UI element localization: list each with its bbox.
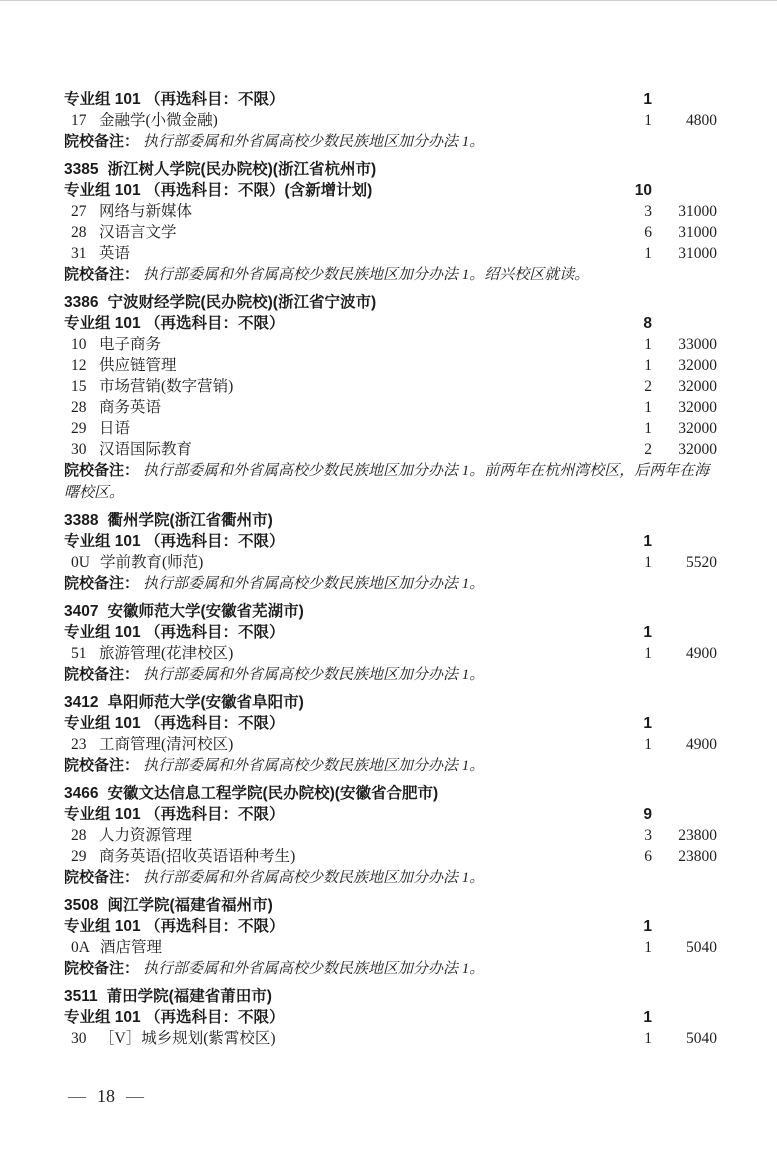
major-code: 0A — [71, 939, 90, 956]
institution-name: 浙江树人学院(民办院校)(浙江省杭州市) — [107, 161, 377, 178]
major-label — [64, 110, 608, 131]
major-row — [0, 1028, 777, 1049]
major-name: 市场营销(数字营销) — [99, 378, 234, 395]
major-code: 28 — [71, 399, 87, 416]
plan-count: 1 — [644, 736, 652, 753]
tuition-fee: 23800 — [678, 848, 717, 865]
plan-count: 1 — [644, 554, 652, 571]
remark-text: 执行部委属和外省属高校少数民族地区加分办法 1。 — [143, 576, 485, 592]
plan-count: 1 — [644, 112, 652, 129]
major-code: 28 — [71, 224, 87, 241]
plan-count: 1 — [643, 91, 652, 108]
major-group-label: 专业组 101 （再选科目：不限） — [64, 715, 285, 732]
remark-text: 执行部委属和外省属高校少数民族地区加分办法 1。 — [143, 134, 485, 150]
major-row — [0, 243, 777, 264]
major-group-row — [0, 713, 777, 734]
major-group-label: 专业组 101 （再选科目：不限） — [64, 806, 285, 823]
major-row — [0, 376, 777, 397]
tuition-fee: 4900 — [686, 736, 717, 753]
plan-count: 1 — [644, 336, 652, 353]
major-name: 商务英语(招收英语语种考生) — [99, 848, 296, 865]
institution-name: 衢州学院(浙江省衢州市) — [107, 512, 273, 529]
major-code: 12 — [71, 357, 87, 374]
major-row — [0, 825, 777, 846]
major-name: 电子商务 — [99, 336, 162, 353]
major-group-row — [0, 916, 777, 937]
remark-prefix-label: 院校备注： — [64, 462, 140, 479]
major-code: 15 — [71, 378, 87, 395]
remark-text: 执行部委属和外省属高校少数民族地区加分办法 1。 — [143, 758, 485, 774]
tuition-fee: 4800 — [686, 112, 717, 129]
major-group-row — [0, 1007, 777, 1028]
plan-count: 3 — [644, 827, 652, 844]
major-label — [64, 243, 608, 264]
major-label — [64, 643, 608, 664]
institution-label — [64, 986, 717, 1007]
remark-row — [0, 131, 777, 153]
major-row — [0, 110, 777, 131]
tuition-fee: 5520 — [686, 554, 717, 571]
plan-count: 1 — [644, 399, 652, 416]
major-name: 日语 — [99, 420, 131, 437]
institution-row — [0, 159, 777, 180]
institution-code: 3412 — [64, 694, 99, 711]
plan-count: 10 — [634, 182, 652, 199]
major-label — [64, 222, 608, 243]
plan-count: 1 — [644, 1030, 652, 1047]
major-group-row — [0, 89, 777, 110]
major-row — [0, 937, 777, 958]
major-label — [64, 418, 608, 439]
major-code: 51 — [71, 645, 87, 662]
plan-count: 1 — [643, 624, 652, 641]
major-row — [0, 418, 777, 439]
major-code: 30 — [71, 441, 87, 458]
plan-count: 1 — [644, 357, 652, 374]
institution-name: 阜阳师范大学(安徽省阜阳市) — [107, 694, 304, 711]
major-group-row — [0, 313, 777, 334]
major-group-label: 专业组 101 （再选科目：不限） — [64, 533, 285, 550]
institution-row — [0, 692, 777, 713]
major-code: 10 — [71, 336, 87, 353]
major-group-label: 专业组 101 （再选科目：不限） — [64, 91, 285, 108]
major-code: 0U — [71, 554, 90, 571]
institution-label — [64, 601, 717, 622]
major-label — [64, 1028, 608, 1049]
major-name: 金融学(小微金融) — [99, 112, 218, 129]
remark-row — [0, 755, 777, 777]
major-code: 29 — [71, 420, 87, 437]
major-name: 汉语言文学 — [99, 224, 177, 241]
institution-code: 3385 — [64, 161, 99, 178]
institution-name: 安徽师范大学(安徽省芜湖市) — [107, 603, 304, 620]
remark-prefix-label: 院校备注： — [64, 960, 140, 977]
plan-count: 1 — [643, 533, 652, 550]
plan-count: 6 — [644, 224, 652, 241]
major-row — [0, 397, 777, 418]
institution-name: 闽江学院(福建省福州市) — [107, 897, 273, 914]
major-name: 工商管理(清河校区) — [99, 736, 234, 753]
major-label — [64, 439, 608, 460]
major-group-label: 专业组 101 （再选科目：不限） — [64, 315, 285, 332]
remark-prefix-label: 院校备注： — [64, 757, 140, 774]
tuition-fee: 32000 — [678, 378, 717, 395]
major-name: 旅游管理(花津校区) — [99, 645, 234, 662]
tuition-fee: 32000 — [678, 420, 717, 437]
major-code: 28 — [71, 827, 87, 844]
major-label — [64, 376, 608, 397]
major-group-row — [0, 804, 777, 825]
major-label — [64, 552, 608, 573]
major-group-label: 专业组 101 （再选科目：不限）(含新增计划) — [64, 182, 373, 199]
institution-label — [64, 292, 717, 313]
major-name: 人力资源管理 — [99, 827, 193, 844]
institution-code: 3388 — [64, 512, 99, 529]
plan-count: 9 — [643, 806, 652, 823]
major-name: 汉语国际教育 — [99, 441, 193, 458]
major-group-row — [0, 531, 777, 552]
institution-code: 3508 — [64, 897, 99, 914]
major-group-row — [0, 622, 777, 643]
plan-count: 3 — [644, 203, 652, 220]
major-code: 30 — [71, 1030, 87, 1047]
major-label — [64, 334, 608, 355]
footer-left-dash: — — [68, 1086, 86, 1106]
tuition-fee: 31000 — [678, 224, 717, 241]
institution-row — [0, 783, 777, 804]
remark-text: 执行部委属和外省属高校少数民族地区加分办法 1。绍兴校区就读。 — [143, 267, 590, 283]
institution-code: 3466 — [64, 785, 99, 802]
remark-text: 执行部委属和外省属高校少数民族地区加分办法 1。 — [143, 961, 485, 977]
major-row — [0, 846, 777, 867]
institution-label — [64, 159, 717, 180]
plan-count: 8 — [643, 315, 652, 332]
plan-count: 1 — [644, 939, 652, 956]
major-row — [0, 439, 777, 460]
major-group-label: 专业组 101 （再选科目：不限） — [64, 624, 285, 641]
tuition-fee: 23800 — [678, 827, 717, 844]
institution-label — [64, 510, 717, 531]
plan-count: 1 — [644, 245, 652, 262]
major-name: ［V］城乡规划(紫霄校区) — [99, 1030, 276, 1047]
remark-row — [0, 867, 777, 889]
institution-name: 安徽文达信息工程学院(民办院校)(安徽省合肥市) — [107, 785, 439, 802]
page-footer — [68, 1086, 144, 1107]
institution-row — [0, 601, 777, 622]
major-label — [64, 937, 608, 958]
plan-count: 1 — [643, 1009, 652, 1026]
major-label — [64, 734, 608, 755]
major-label — [64, 825, 608, 846]
remark-row — [0, 264, 777, 286]
tuition-fee: 32000 — [678, 357, 717, 374]
remark-text: 执行部委属和外省属高校少数民族地区加分办法 1。 — [143, 667, 485, 683]
remark-row — [0, 460, 777, 504]
institution-label — [64, 895, 717, 916]
major-row — [0, 734, 777, 755]
institution-code: 3511 — [64, 988, 98, 1005]
major-code: 17 — [71, 112, 87, 129]
major-name: 英语 — [99, 245, 131, 262]
remark-prefix-label: 院校备注： — [64, 266, 140, 283]
institution-code: 3386 — [64, 294, 99, 311]
institution-label — [64, 783, 717, 804]
institution-name: 宁波财经学院(民办院校)(浙江省宁波市) — [107, 294, 377, 311]
institution-name: 莆田学院(福建省莆田市) — [106, 988, 272, 1005]
major-code: 27 — [71, 203, 87, 220]
plan-count: 2 — [644, 441, 652, 458]
major-name: 学前教育(师范) — [99, 554, 204, 571]
institution-row — [0, 510, 777, 531]
major-row — [0, 643, 777, 664]
institution-row — [0, 895, 777, 916]
major-code: 31 — [71, 245, 87, 262]
major-label — [64, 846, 608, 867]
tuition-fee: 5040 — [686, 1030, 717, 1047]
tuition-fee: 31000 — [678, 203, 717, 220]
footer-right-dash: — — [126, 1086, 144, 1106]
major-group-label: 专业组 101 （再选科目：不限） — [64, 1009, 285, 1026]
institution-row — [0, 986, 777, 1007]
major-group-row — [0, 180, 777, 201]
tuition-fee: 32000 — [678, 441, 717, 458]
remark-prefix-label: 院校备注： — [64, 666, 140, 683]
major-label — [64, 201, 608, 222]
remark-prefix-label: 院校备注： — [64, 575, 140, 592]
remark-prefix-label: 院校备注： — [64, 869, 140, 886]
page-top-edge — [0, 0, 777, 1]
institution-row — [0, 292, 777, 313]
plan-count: 2 — [644, 378, 652, 395]
plan-count: 6 — [644, 848, 652, 865]
major-label — [64, 355, 608, 376]
plan-count: 1 — [643, 715, 652, 732]
major-row — [0, 355, 777, 376]
major-name: 网络与新媒体 — [99, 203, 193, 220]
remark-row — [0, 664, 777, 686]
institution-label — [64, 692, 717, 713]
tuition-fee: 32000 — [678, 399, 717, 416]
remark-text: 执行部委属和外省属高校少数民族地区加分办法 1。 — [143, 870, 485, 886]
remark-row — [0, 958, 777, 980]
major-code: 29 — [71, 848, 87, 865]
plan-count: 1 — [643, 918, 652, 935]
tuition-fee: 5040 — [686, 939, 717, 956]
major-row — [0, 222, 777, 243]
plan-count: 1 — [644, 420, 652, 437]
major-name: 商务英语 — [99, 399, 162, 416]
page-number: 18 — [97, 1086, 115, 1106]
institution-code: 3407 — [64, 603, 99, 620]
major-name: 酒店管理 — [99, 939, 162, 956]
major-row — [0, 334, 777, 355]
major-group-label: 专业组 101 （再选科目：不限） — [64, 918, 285, 935]
tuition-fee: 33000 — [678, 336, 717, 353]
remark-text: 执行部委属和外省属高校少数民族地区加分办法 1。前两年在杭州湾校区，后两年在海曙校区。 — [64, 463, 710, 501]
major-label — [64, 397, 608, 418]
major-row — [0, 552, 777, 573]
plan-count: 1 — [644, 645, 652, 662]
remark-prefix-label: 院校备注： — [64, 133, 140, 150]
tuition-fee: 31000 — [678, 245, 717, 262]
tuition-fee: 4900 — [686, 645, 717, 662]
remark-row — [0, 573, 777, 595]
major-name: 供应链管理 — [99, 357, 177, 374]
major-code: 23 — [71, 736, 87, 753]
major-row — [0, 201, 777, 222]
